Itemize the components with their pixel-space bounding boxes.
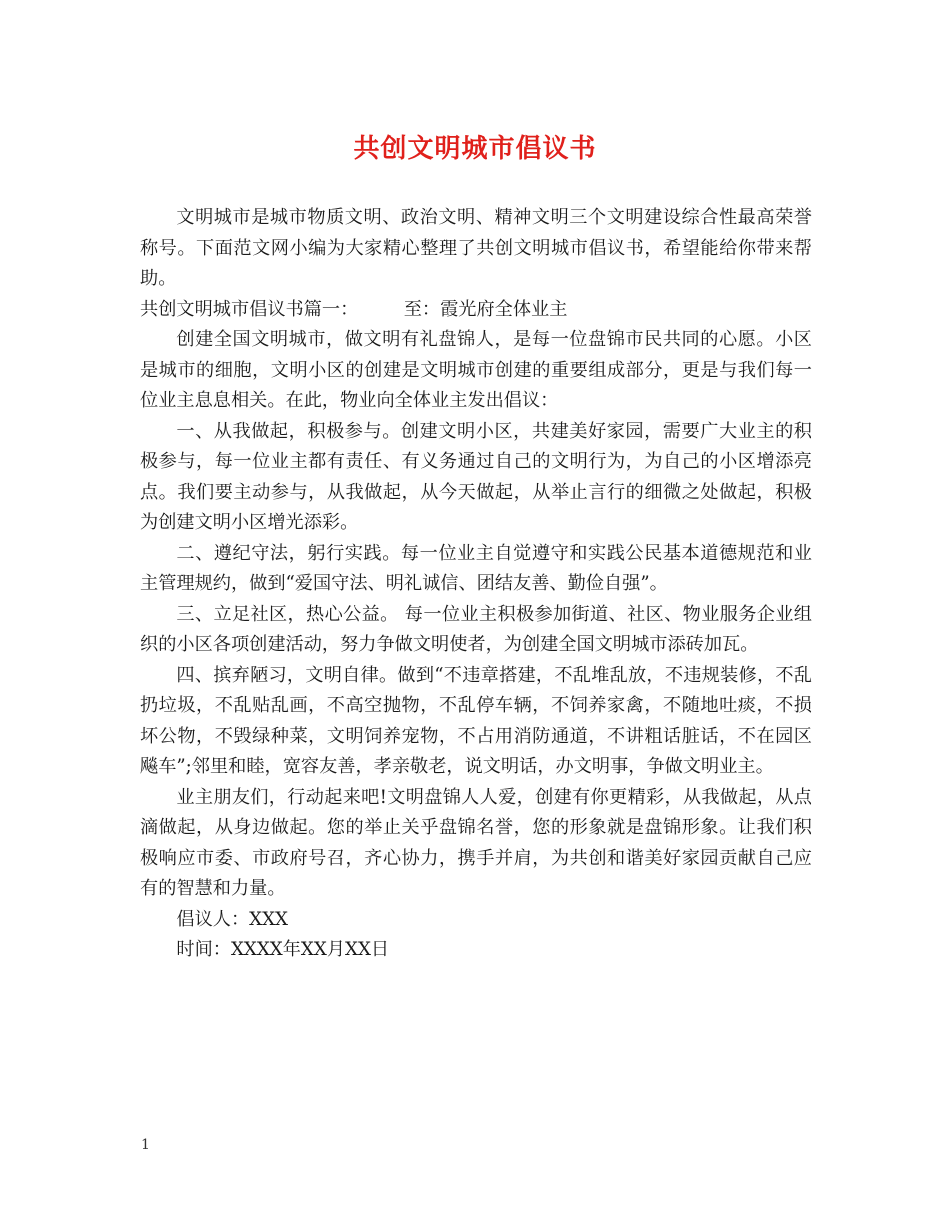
document-body	[140, 203, 812, 966]
closing-paragraph: 业主朋友们，行动起来吧!文明盘锦人人爱，创建有你更精彩，从我做起，从点滴做起，从身边做起。您的举止关乎盘锦名誉，您的形象就是盘锦形象。让我们积极响应市委、市政府号召，齐心协力，携手并肩，为共创和谐美好家园贡献自己应有的智慧和力量。	[140, 786, 812, 899]
proposal-item-3: 三、立足社区，热心公益。 每一位业主积极参加街道、社区、物业服务企业组织的小区各项创建活动，努力争做文明使者，为创建全国文明城市添砖加瓦。	[140, 603, 812, 655]
document-title: 共创文明城市倡议书	[353, 134, 597, 164]
intro-paragraph: 文明城市是城市物质文明、政治文明、精神文明三个文明建设综合性最高荣誉称号。下面范文网小编为大家精心整理了共创文明城市倡议书，希望能给你带来帮助。	[140, 207, 812, 289]
proposal-item-1: 一、从我做起，积极参与。创建文明小区，共建美好家园，需要广大业主的积极参与，每一位业主都有责任、有义务通过自己的文明行为，为自己的小区增添亮点。我们要主动参与，从我做起，从今天做起，从举止言行的细微之处做起，积极为创建文明小区增光添彩。	[140, 420, 812, 533]
body-paragraph: 创建全国文明城市，做文明有礼盘锦人，是每一位盘锦市民共同的心愿。小区是城市的细胞，文明小区的创建是文明城市创建的重要组成部分，更是与我们每一位业主息息相关。在此，物业向全体业主发出倡议：	[140, 329, 812, 411]
page-number: 1	[141, 1137, 150, 1153]
proposal-item-2: 二、遵纪守法，躬行实践。每一位业主自觉遵守和实践公民基本道德规范和业主管理规约，做到“爱国守法、明礼诚信、团结友善、勤俭自强”。	[140, 542, 812, 594]
proposal-item-4: 四、摈弃陋习，文明自律。做到“不违章搭建，不乱堆乱放，不违规装修，不乱扔垃圾，不乱贴乱画，不高空抛物，不乱停车辆，不饲养家禽，不随地吐痰，不损坏公物，不毁绿种菜，文明饲养宠物，不占用消防通道，不讲粗话脏话，不在园区飚车”;邻里和睦，宽容友善，孝亲敬老，说文明话，办文明事，争做文明业主。	[140, 664, 812, 777]
section-heading: 共创文明城市倡议书篇一： 至：霞光府全体业主	[140, 298, 568, 320]
date-line: 时间：XXXX年XX月XX日	[176, 939, 390, 960]
proposer-line: 倡议人：XXX	[176, 908, 288, 930]
